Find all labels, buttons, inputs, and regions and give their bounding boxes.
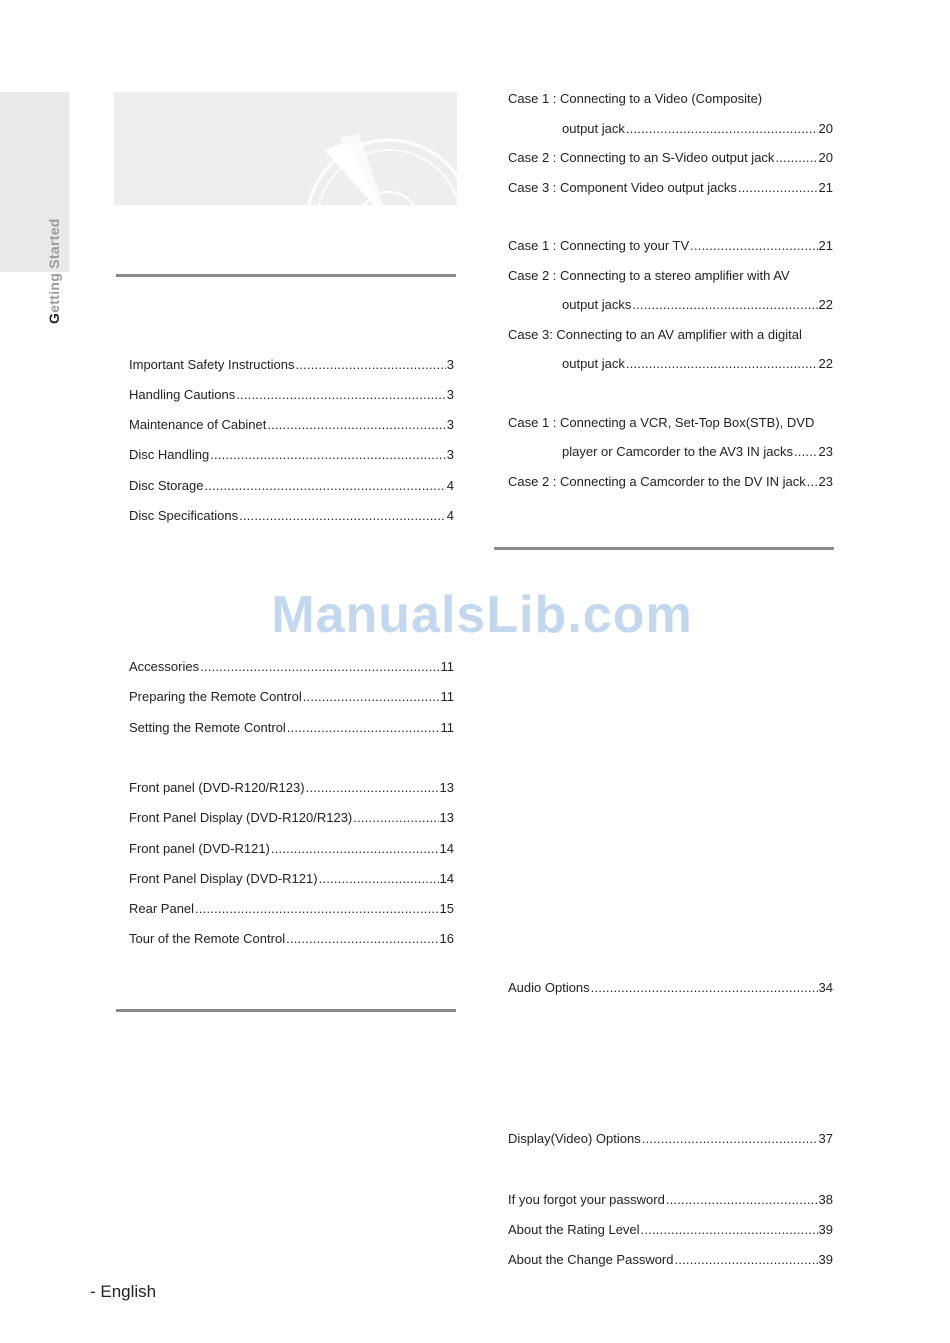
toc-entry-title: Maintenance of Cabinet: [129, 417, 267, 432]
disc-icon: [114, 92, 457, 205]
toc-entry-page: 13: [439, 810, 454, 825]
toc-entry-title: Case 3 : Component Video output jacks: [508, 180, 737, 195]
toc-entry[interactable]: [562, 297, 833, 312]
section-rule: [494, 547, 834, 550]
toc-entry[interactable]: [129, 901, 454, 916]
toc-entry-page: 21: [818, 238, 833, 253]
toc-entry[interactable]: [508, 1252, 833, 1267]
toc-entry[interactable]: [129, 508, 454, 523]
toc-entry-page: 23: [818, 474, 833, 489]
toc-entry-page: 13: [439, 780, 454, 795]
toc-entry-page: 16: [439, 931, 454, 946]
toc-entry-title: Handling Cautions: [129, 387, 236, 402]
toc-entry[interactable]: [129, 841, 454, 856]
section-tab-label: [46, 218, 62, 324]
toc-entry-title: Case 2 : Connecting a Camcorder to the DV IN jack: [508, 474, 806, 489]
toc-entry-title: Front panel (DVD-R121): [129, 841, 270, 856]
section-rule: [116, 274, 456, 277]
toc-entry-page: 21: [818, 180, 833, 195]
toc-entry[interactable]: [129, 780, 454, 795]
toc-entry-page: 20: [818, 150, 833, 165]
toc-entry[interactable]: [508, 180, 833, 195]
toc-entry[interactable]: [129, 659, 454, 674]
toc-entry-title: Audio Options: [508, 980, 590, 995]
toc-entry[interactable]: [129, 931, 454, 946]
toc-entry-page: 14: [439, 841, 454, 856]
toc-entry-page: 34: [818, 980, 833, 995]
toc-entry[interactable]: [129, 720, 454, 735]
toc-entry[interactable]: [129, 417, 454, 432]
toc-entry-page: 4: [446, 478, 454, 493]
watermark: ManualsLib.com: [271, 586, 693, 644]
toc-entry-title: output jacks: [562, 297, 632, 312]
toc-entry[interactable]: [129, 447, 454, 462]
toc-entry-page: 37: [818, 1131, 833, 1146]
toc-entry[interactable]: [129, 689, 454, 704]
toc-entry-title: Display(Video) Options: [508, 1131, 641, 1146]
toc-entry-title: If you forgot your password: [508, 1192, 665, 1207]
toc-entry-page: 14: [439, 871, 454, 886]
toc-entry[interactable]: [508, 1192, 833, 1207]
page-footer-language: - English: [90, 1282, 157, 1301]
section-side-tab: [0, 92, 69, 324]
toc-entry-title[interactable]: Case 1 : Connecting to a Video (Composite): [508, 91, 763, 106]
toc-entry-page: 23: [818, 444, 833, 459]
toc-entry-title: Case 2 : Connecting to an S-Video output jack: [508, 150, 775, 165]
toc-entry-title[interactable]: Case 1 : Connecting a VCR, Set-Top Box(STB), DVD: [508, 415, 815, 430]
toc-entry-title: Setting the Remote Control: [129, 720, 286, 735]
toc-entry-page: 4: [446, 508, 454, 523]
toc-entry[interactable]: [129, 871, 454, 886]
toc-entry-title: Front Panel Display (DVD-R121): [129, 871, 318, 886]
toc-entry-page: 39: [818, 1222, 833, 1237]
toc-entry-title: Accessories: [129, 659, 200, 674]
toc-entry-page: 20: [818, 121, 833, 136]
toc-entry-title: Case 1 : Connecting to your TV: [508, 238, 690, 253]
section-rule: [116, 1009, 456, 1012]
toc-entry[interactable]: [508, 980, 833, 995]
toc-entry-title: Preparing the Remote Control: [129, 689, 302, 704]
toc-entry[interactable]: [508, 150, 833, 165]
toc-entry-page: 15: [439, 901, 454, 916]
toc-entry-title: About the Change Password: [508, 1252, 674, 1267]
toc-entry-title: player or Camcorder to the AV3 IN jacks: [562, 444, 793, 459]
toc-entry-title: Front Panel Display (DVD-R120/R123): [129, 810, 353, 825]
toc-entry-page: 11: [440, 720, 454, 735]
toc-entry-page: 3: [446, 447, 454, 462]
toc-entry-page: 3: [446, 417, 454, 432]
toc-entry[interactable]: [508, 238, 833, 253]
toc-entry[interactable]: [562, 356, 833, 371]
toc-entry[interactable]: [129, 810, 454, 825]
toc-entry-page: 11: [440, 689, 454, 704]
toc-entry-title[interactable]: Case 2 : Connecting to a stereo amplifier with AV: [508, 268, 790, 283]
toc-entry-title: Disc Handling: [129, 447, 210, 462]
toc-entry[interactable]: [508, 1131, 833, 1146]
toc-entry-title: Front panel (DVD-R120/R123): [129, 780, 305, 795]
toc-entry[interactable]: [562, 121, 833, 136]
toc-entry-page: 3: [446, 357, 454, 372]
toc-entry-title: output jack: [562, 356, 625, 371]
toc-entry-title: About the Rating Level: [508, 1222, 640, 1237]
toc-entry[interactable]: [129, 357, 454, 372]
toc-entry-page: 22: [818, 297, 833, 312]
toc-entry[interactable]: [508, 1222, 833, 1237]
toc-entry-title: Disc Specifications: [129, 508, 239, 523]
toc-entry-title: Important Safety Instructions: [129, 357, 295, 372]
toc-entry-page: 11: [440, 659, 454, 674]
section-tab-initial: G: [46, 312, 62, 324]
toc-entry[interactable]: [129, 387, 454, 402]
toc-entry-page: 38: [818, 1192, 833, 1207]
toc-entry-title: Tour of the Remote Control: [129, 931, 286, 946]
toc-entry-title: Rear Panel: [129, 901, 195, 916]
toc-entry[interactable]: [562, 444, 833, 459]
header-panel: [114, 92, 457, 205]
toc-entry-page: 39: [818, 1252, 833, 1267]
toc-entry-page: 3: [446, 387, 454, 402]
toc-entry-title: output jack: [562, 121, 625, 136]
toc-entry[interactable]: [129, 478, 454, 493]
toc-entry-page: 22: [818, 356, 833, 371]
section-tab-rest: etting Started: [46, 218, 62, 313]
toc-entry-title[interactable]: Case 3: Connecting to an AV amplifier with a digital: [508, 327, 802, 342]
toc-entry[interactable]: [508, 474, 833, 489]
toc-entry-title: Disc Storage: [129, 478, 204, 493]
